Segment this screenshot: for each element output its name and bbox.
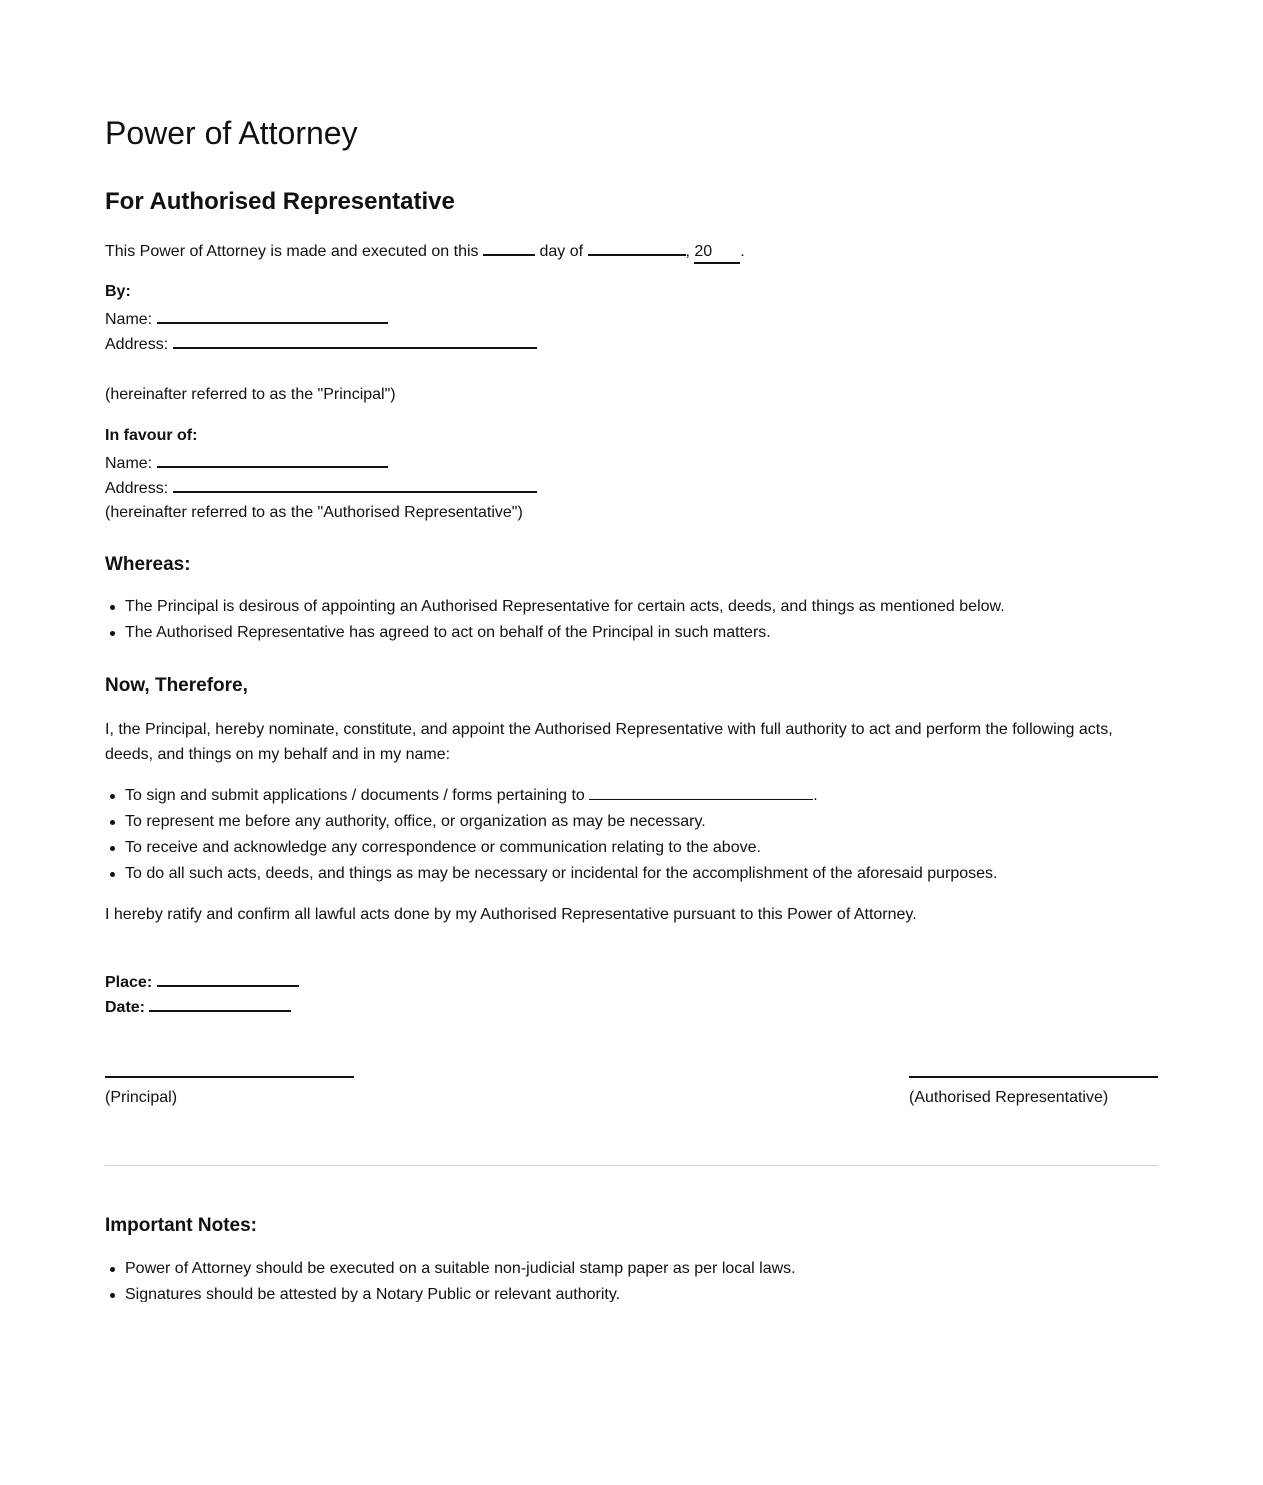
representative-referred: (hereinafter referred to as the "Authorised Representative"): [105, 504, 523, 521]
date-row: [105, 996, 291, 1018]
principal-name-blank[interactable]: [157, 308, 388, 324]
list-item: [105, 783, 997, 809]
date-blank[interactable]: [149, 996, 291, 1012]
power-item-period: .: [813, 787, 818, 804]
notes-list: [105, 1256, 796, 1302]
document-title: Power of Attorney: [105, 115, 358, 151]
whereas-list: [105, 594, 1005, 646]
now-therefore-heading: Now, Therefore,: [105, 675, 248, 696]
intro-comma: ,: [685, 243, 690, 260]
list-item: Signatures should be attested by a Notary Public or relevant authority.: [105, 1282, 796, 1302]
principal-address-label: Address:: [105, 336, 169, 353]
place-label: Place:: [105, 974, 153, 991]
principal-signature-label: (Principal): [105, 1089, 178, 1106]
intro-prefix: This Power of Attorney is made and executed on this: [105, 243, 479, 260]
whereas-heading: Whereas:: [105, 554, 191, 575]
principal-name-label: Name:: [105, 311, 153, 328]
month-blank[interactable]: [588, 240, 686, 256]
intro-day-label: day of: [539, 243, 584, 260]
powers-list: [105, 783, 997, 887]
principal-address-blank[interactable]: [173, 333, 537, 349]
representative-name-label: Name:: [105, 455, 153, 472]
by-heading: By:: [105, 283, 131, 300]
principal-referred: (hereinafter referred to as the "Principal"): [105, 386, 396, 403]
list-item: To receive and acknowledge any correspondence or communication relating to the above.: [105, 835, 997, 861]
document-subtitle: For Authorised Representative: [105, 188, 455, 215]
list-item: The Authorised Representative has agreed to act on behalf of the Principal in such matters.: [105, 620, 1005, 646]
principal-address-row: [105, 333, 537, 355]
principal-name-row: [105, 308, 388, 330]
representative-name-row: [105, 452, 388, 474]
date-label: Date:: [105, 999, 146, 1016]
representative-signature-line[interactable]: [909, 1076, 1158, 1078]
year-blank[interactable]: [694, 242, 740, 264]
representative-address-blank[interactable]: [173, 477, 537, 493]
place-blank[interactable]: [157, 971, 299, 987]
representative-name-blank[interactable]: [157, 452, 388, 468]
section-divider: [105, 1165, 1158, 1166]
intro-line: [105, 240, 745, 264]
year-prefix: 20: [694, 243, 713, 260]
list-item: To represent me before any authority, office, or organization as may be necessary.: [105, 809, 997, 835]
principal-signature-line[interactable]: [105, 1076, 354, 1078]
notes-viewport: [105, 1256, 1158, 1302]
day-blank[interactable]: [483, 240, 535, 256]
purpose-blank[interactable]: [589, 785, 813, 800]
ratify-statement: I hereby ratify and confirm all lawful acts done by my Authorised Representative pursuant to this Power of Attorney.: [105, 906, 917, 923]
representative-signature-label: (Authorised Representative): [909, 1089, 1109, 1106]
list-item: To do all such acts, deeds, and things as may be necessary or incidental for the accomplishment of the aforesaid purposes.: [105, 861, 997, 887]
representative-address-row: [105, 477, 537, 499]
notes-heading: Important Notes:: [105, 1215, 257, 1236]
list-item: Power of Attorney should be executed on a suitable non-judicial stamp paper as per local laws.: [105, 1256, 796, 1282]
intro-period: .: [740, 243, 745, 260]
list-item: The Principal is desirous of appointing an Authorised Representative for certain acts, deeds, and things as mentioned below.: [105, 594, 1005, 620]
place-row: [105, 971, 299, 993]
appointment-paragraph: I, the Principal, hereby nominate, constitute, and appoint the Authorised Representative with full authority to act and perform the following acts, deeds, and things on my behalf and in my name:: [105, 721, 1113, 763]
power-item-text: To sign and submit applications / documents / forms pertaining to: [125, 787, 585, 804]
representative-address-label: Address:: [105, 480, 169, 497]
favour-heading: In favour of:: [105, 427, 198, 444]
